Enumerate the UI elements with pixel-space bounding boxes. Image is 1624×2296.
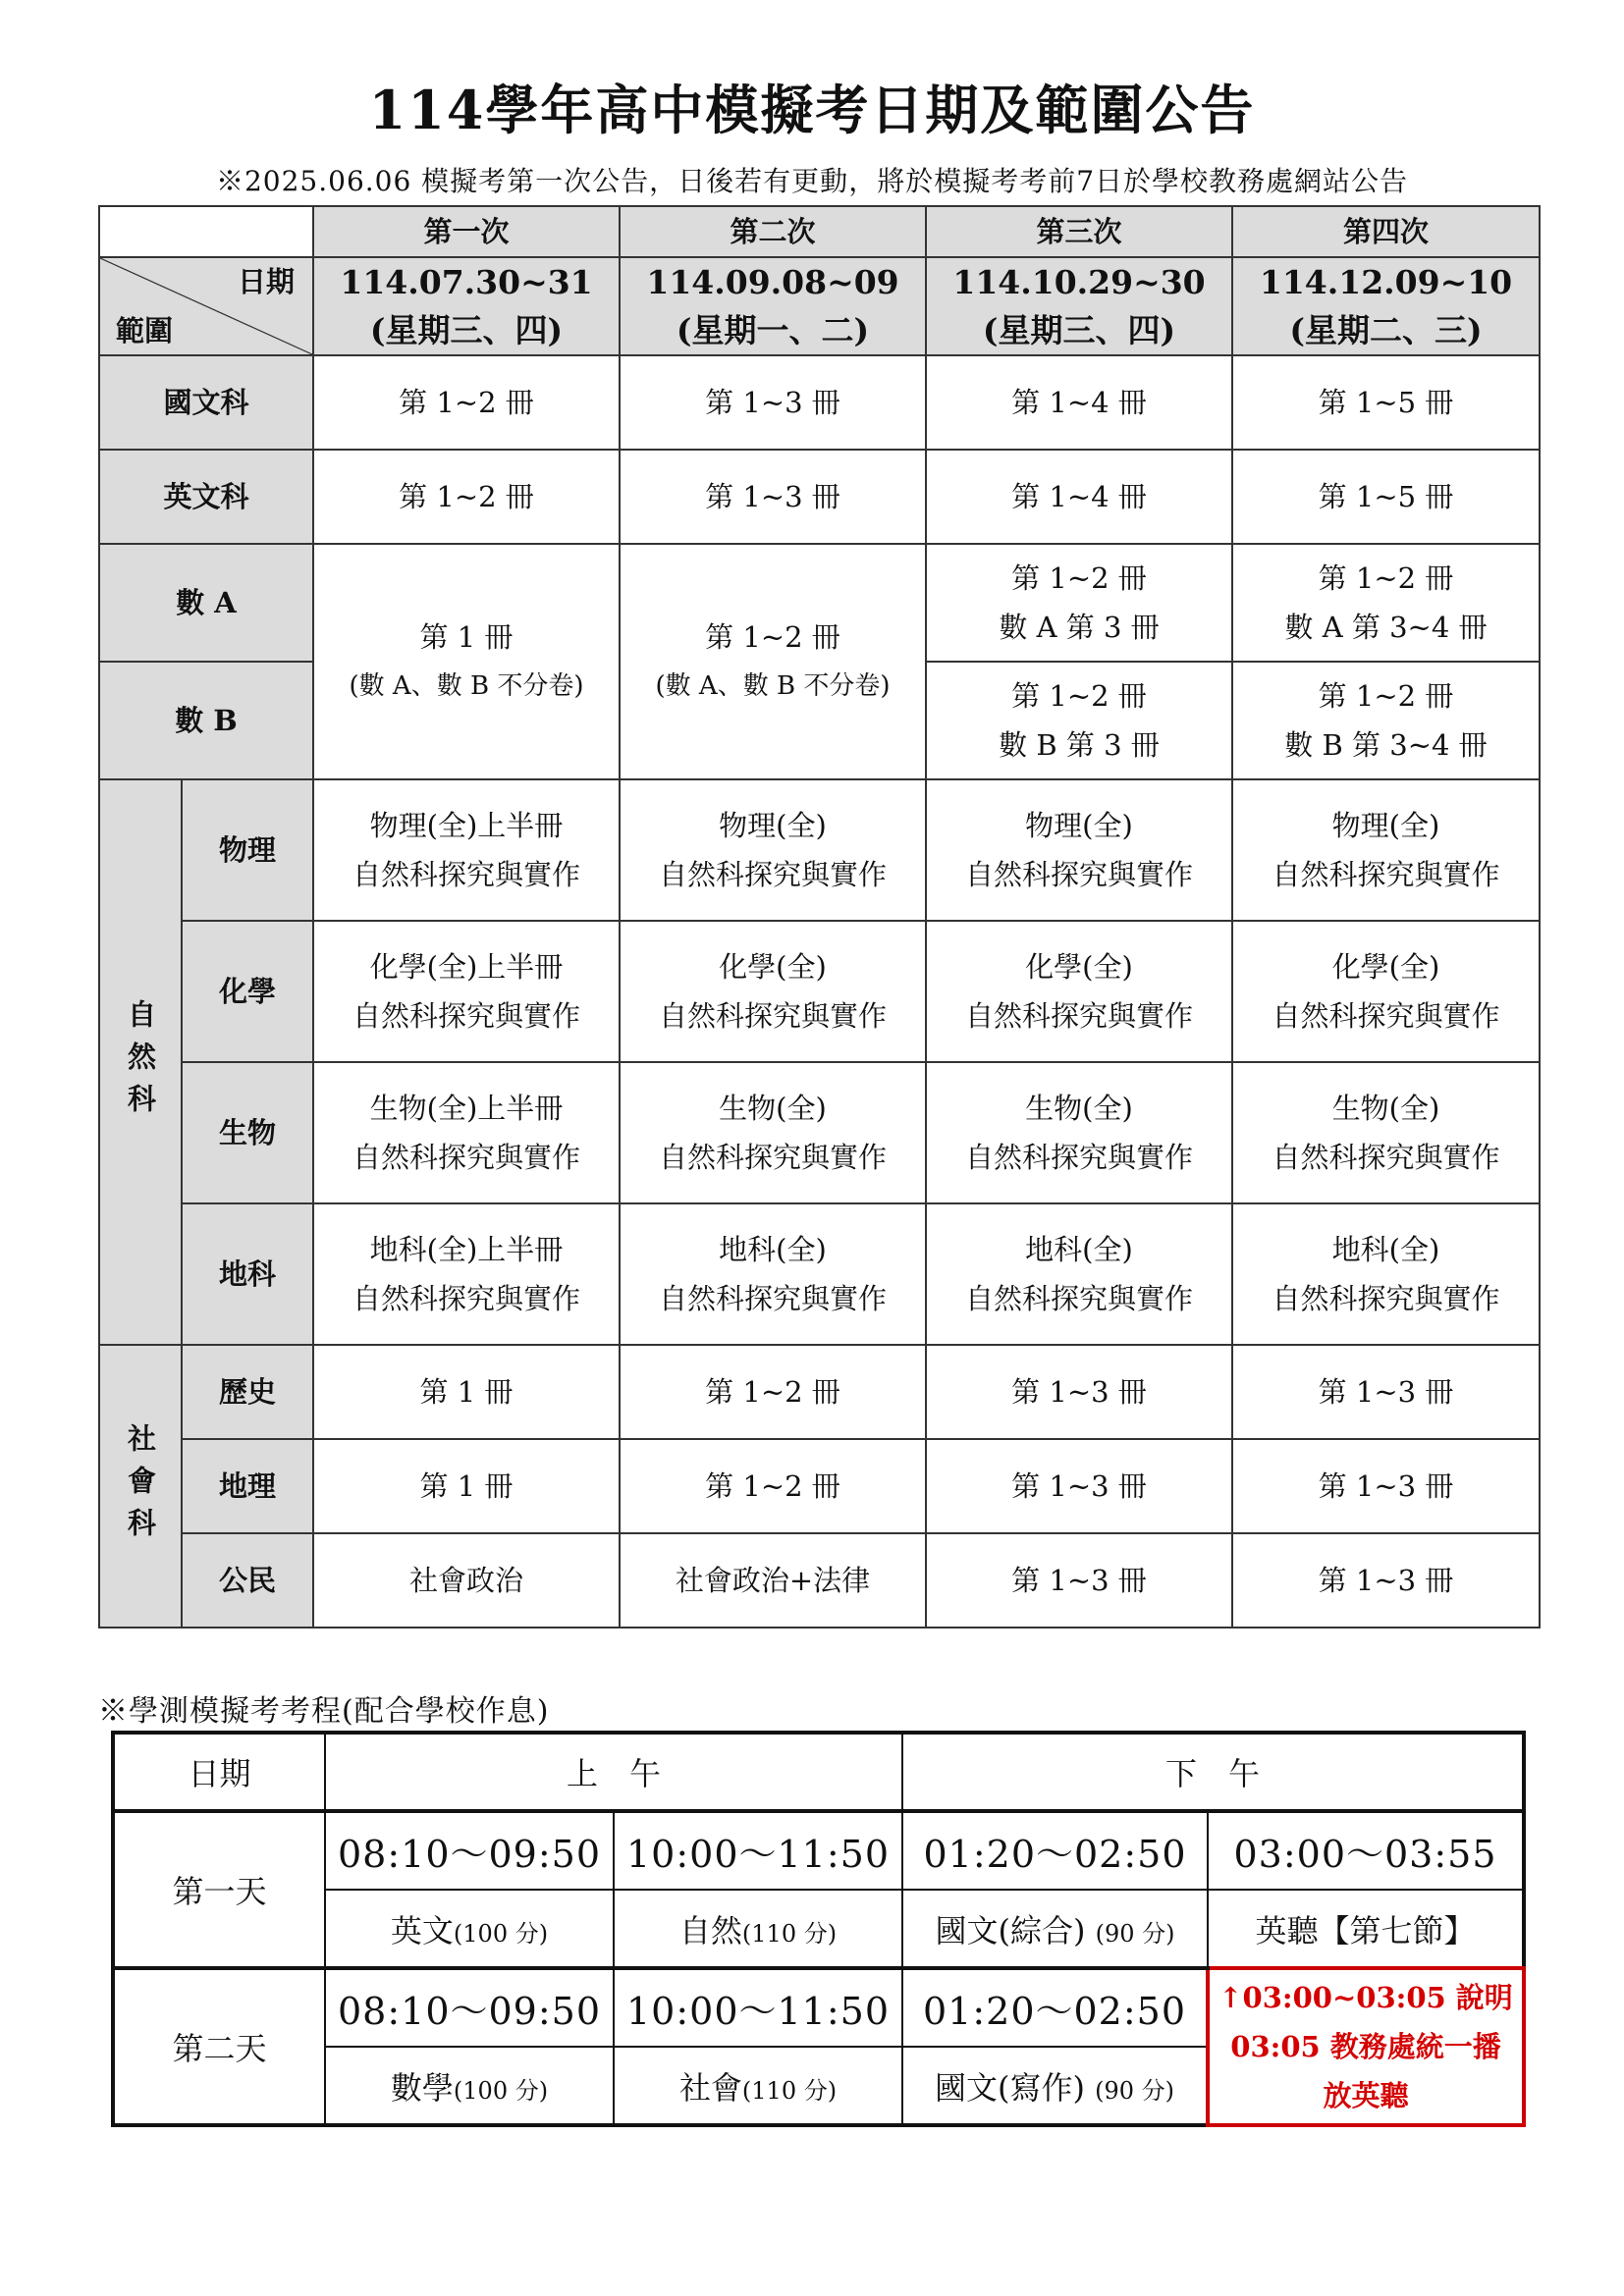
table-cell (620, 779, 926, 921)
schedule-title: ※學測模擬考考程(配合學校作息) (98, 1694, 550, 1729)
table-cell: 第 1 冊 (313, 1345, 620, 1439)
table-cell (1232, 921, 1540, 1062)
subject-name: 社會 (678, 2068, 742, 2107)
cell-line: 生物(全)上半冊 (369, 1092, 564, 1125)
diagonal-date-label: 日期 (237, 265, 295, 298)
table-cell: 第 1~4 冊 (926, 355, 1232, 450)
table-cell: 第 1~3 冊 (1232, 1345, 1540, 1439)
cell-line: 自然科探究與實作 (352, 858, 580, 891)
table-cell: 第 1~4 冊 (926, 450, 1232, 544)
cell-line: 自然科探究與實作 (1272, 1141, 1500, 1174)
subject-minutes: (100 分) (453, 2076, 549, 2105)
table-cell: 第 1~2 冊 (313, 450, 620, 544)
table-cell: 第 1~2 冊 (620, 1345, 926, 1439)
table-cell (1232, 544, 1540, 662)
exam-schedule-table (111, 1731, 1526, 2127)
subject-minutes: (110 分) (741, 2076, 838, 2105)
table-cell: 社會政治 (313, 1533, 620, 1628)
cell-line: 第 1 冊 (419, 620, 514, 654)
subject-label-english: 英文科 (99, 450, 313, 544)
cell-line: 第 1~2 冊 (1011, 679, 1147, 713)
cell-line: 第 1~2 冊 (1318, 561, 1454, 595)
subject-minutes: (90 分) (1095, 2076, 1175, 2105)
cell-line: 物理(全) (719, 809, 827, 842)
time-slot: 03:00～03:55 (1208, 1811, 1524, 1890)
header-afternoon: 下 午 (902, 1733, 1524, 1811)
date-range: 114.09.08~09 (646, 263, 899, 301)
subject-minutes: (100 分) (453, 1919, 549, 1948)
note-line: 03:05 教務處統一播 (1230, 2030, 1501, 2063)
subject-slot (902, 2047, 1208, 2125)
cell-line: 自然科探究與實作 (1272, 999, 1500, 1033)
table-cell: 第 1 冊 (313, 1439, 620, 1533)
subject-name: 英聽【第七節】 (1255, 1911, 1476, 1949)
cell-line: 生物(全) (719, 1092, 827, 1125)
table-cell: 第 1~3 冊 (620, 450, 926, 544)
subject-slot (902, 1890, 1208, 1968)
cell-line: 化學(全) (1025, 950, 1133, 984)
subject-label-chemistry: 化學 (182, 921, 313, 1062)
date-range: 114.10.29~30 (952, 263, 1206, 301)
diagonal-header-cell (99, 257, 313, 355)
subject-slot (325, 2047, 614, 2125)
cell-line: 自然科探究與實作 (352, 999, 580, 1033)
round-header-4: 第四次 (1232, 206, 1540, 257)
page-title: 114學年高中模擬考日期及範圍公告 (368, 79, 1256, 141)
table-cell (313, 779, 620, 921)
cell-line: 自然科探究與實作 (964, 858, 1193, 891)
table-cell: 第 1~3 冊 (926, 1345, 1232, 1439)
table-cell (1232, 662, 1540, 779)
cell-line: 自然科探究與實作 (352, 1141, 580, 1174)
date-range: 114.07.30~31 (340, 263, 593, 301)
cell-line: (數 A、數 B 不分卷) (655, 671, 891, 701)
table-cell (313, 1062, 620, 1203)
table-cell (620, 921, 926, 1062)
update-notice: ※2025.06.06 模擬考第一次公告，日後若有更動，將於模擬考考前7日於學校教務處網站公告 (215, 165, 1409, 197)
cell-line: 自然科探究與實作 (352, 1282, 580, 1315)
table-cell: 第 1~2 冊 (620, 1439, 926, 1533)
date-cell-2 (620, 257, 926, 355)
cell-line: 自然科探究與實作 (1272, 858, 1500, 891)
table-cell: 第 1~3 冊 (1232, 1439, 1540, 1533)
table-cell: 第 1~3 冊 (926, 1533, 1232, 1628)
subject-label-biology: 生物 (182, 1062, 313, 1203)
subject-slot (325, 1890, 614, 1968)
cell-line: 數 A 第 3 冊 (999, 611, 1160, 644)
round-header-2: 第二次 (620, 206, 926, 257)
subject-name: 國文(寫作) (934, 2068, 1085, 2107)
cell-line: 自然科探究與實作 (964, 1282, 1193, 1315)
date-cell-3 (926, 257, 1232, 355)
diagonal-scope-label: 範圍 (116, 314, 174, 347)
cell-line: 物理(全) (1025, 809, 1133, 842)
round-header-1: 第一次 (313, 206, 620, 257)
header-morning: 上 午 (325, 1733, 902, 1811)
exam-scope-table (98, 205, 1541, 1629)
cell-line: 自然科探究與實作 (964, 1141, 1193, 1174)
day2-label: 第二天 (113, 1968, 325, 2125)
group-label-science: 自然科 (99, 779, 182, 1345)
table-cell (620, 1203, 926, 1345)
table-cell (926, 662, 1232, 779)
cell-line: 化學(全) (719, 950, 827, 984)
cell-line: 數 A 第 3~4 冊 (1284, 611, 1488, 644)
time-slot: 10:00～11:50 (614, 1811, 902, 1890)
table-cell: 社會政治+法律 (620, 1533, 926, 1628)
cell-line: 地科(全)上半冊 (369, 1233, 564, 1266)
table-cell: 第 1~3 冊 (926, 1439, 1232, 1533)
table-cell (620, 1062, 926, 1203)
cell-line: 地科(全) (1331, 1233, 1440, 1266)
subject-label-chinese: 國文科 (99, 355, 313, 450)
table-cell (313, 1203, 620, 1345)
date-cell-1 (313, 257, 620, 355)
table-cell: 第 1~5 冊 (1232, 355, 1540, 450)
subject-label-geography: 地理 (182, 1439, 313, 1533)
table-cell (1232, 1062, 1540, 1203)
weekday: (星期三、四) (982, 311, 1176, 349)
note-line: 放英聽 (1323, 2079, 1409, 2112)
cell-line: 化學(全) (1331, 950, 1440, 984)
weekday: (星期一、二) (676, 311, 870, 349)
table-cell (926, 921, 1232, 1062)
cell-line: 地科(全) (719, 1233, 827, 1266)
date-range: 114.12.09~10 (1259, 263, 1513, 301)
cell-line: 化學(全)上半冊 (369, 950, 564, 984)
time-slot: 08:10～09:50 (325, 1811, 614, 1890)
table-cell: 第 1~3 冊 (620, 355, 926, 450)
cell-line: (數 A、數 B 不分卷) (349, 671, 584, 701)
subject-name: 國文(綜合) (935, 1911, 1086, 1949)
table-cell (926, 779, 1232, 921)
time-slot: 08:10～09:50 (325, 1968, 614, 2047)
time-slot: 10:00～11:50 (614, 1968, 902, 2047)
cell-line: 自然科探究與實作 (658, 999, 887, 1033)
weekday: (星期二、三) (1289, 311, 1483, 349)
day1-label: 第一天 (113, 1811, 325, 1968)
cell-line: 地科(全) (1025, 1233, 1133, 1266)
table-cell: 第 1~3 冊 (1232, 1533, 1540, 1628)
table-cell (1232, 779, 1540, 921)
cell-line: 物理(全) (1331, 809, 1440, 842)
table-cell: 第 1~2 冊 (313, 355, 620, 450)
subject-slot (614, 2047, 902, 2125)
cell-line: 物理(全)上半冊 (369, 809, 564, 842)
cell-line: 第 1~2 冊 (1318, 679, 1454, 713)
table-cell (1232, 1203, 1540, 1345)
listening-note (1208, 1968, 1524, 2125)
round-header-3: 第三次 (926, 206, 1232, 257)
cell-line: 數 B 第 3 冊 (999, 728, 1160, 762)
subject-label-history: 歷史 (182, 1345, 313, 1439)
subject-label-math-b: 數 B (99, 662, 313, 779)
cell-line: 生物(全) (1331, 1092, 1440, 1125)
time-slot: 01:20～02:50 (902, 1968, 1208, 2047)
cell-line: 第 1~2 冊 (1011, 561, 1147, 595)
table-cell-math-shared-1 (313, 544, 620, 779)
cell-line: 自然科探究與實作 (1272, 1282, 1500, 1315)
subject-name: 數學 (390, 2068, 454, 2107)
subject-name: 自然 (678, 1911, 742, 1949)
table-cell: 第 1~5 冊 (1232, 450, 1540, 544)
subject-slot (614, 1890, 902, 1968)
cell-line: 自然科探究與實作 (964, 999, 1193, 1033)
subject-label-civics: 公民 (182, 1533, 313, 1628)
subject-label-earth-science: 地科 (182, 1203, 313, 1345)
subject-name: 英文 (390, 1911, 454, 1949)
weekday: (星期三、四) (369, 311, 564, 349)
group-label-social: 社會科 (99, 1345, 182, 1628)
subject-minutes: (90 分) (1095, 1919, 1175, 1948)
table-cell-math-shared-2 (620, 544, 926, 779)
table-cell (313, 921, 620, 1062)
table-cell (926, 1203, 1232, 1345)
date-cell-4 (1232, 257, 1540, 355)
note-line: ↑03:00~03:05 說明 (1218, 1981, 1513, 2014)
cell-line: 第 1~2 冊 (705, 620, 840, 654)
subject-slot (1208, 1890, 1524, 1968)
corner-blank-cell (99, 206, 313, 257)
cell-line: 自然科探究與實作 (658, 858, 887, 891)
subject-minutes: (110 分) (741, 1919, 838, 1948)
cell-line: 數 B 第 3~4 冊 (1284, 728, 1488, 762)
cell-line: 自然科探究與實作 (658, 1141, 887, 1174)
cell-line: 生物(全) (1025, 1092, 1133, 1125)
cell-line: 自然科探究與實作 (658, 1282, 887, 1315)
subject-label-physics: 物理 (182, 779, 313, 921)
table-cell (926, 1062, 1232, 1203)
table-cell (926, 544, 1232, 662)
header-date: 日期 (113, 1733, 325, 1811)
subject-label-math-a: 數 A (99, 544, 313, 662)
time-slot: 01:20～02:50 (902, 1811, 1208, 1890)
